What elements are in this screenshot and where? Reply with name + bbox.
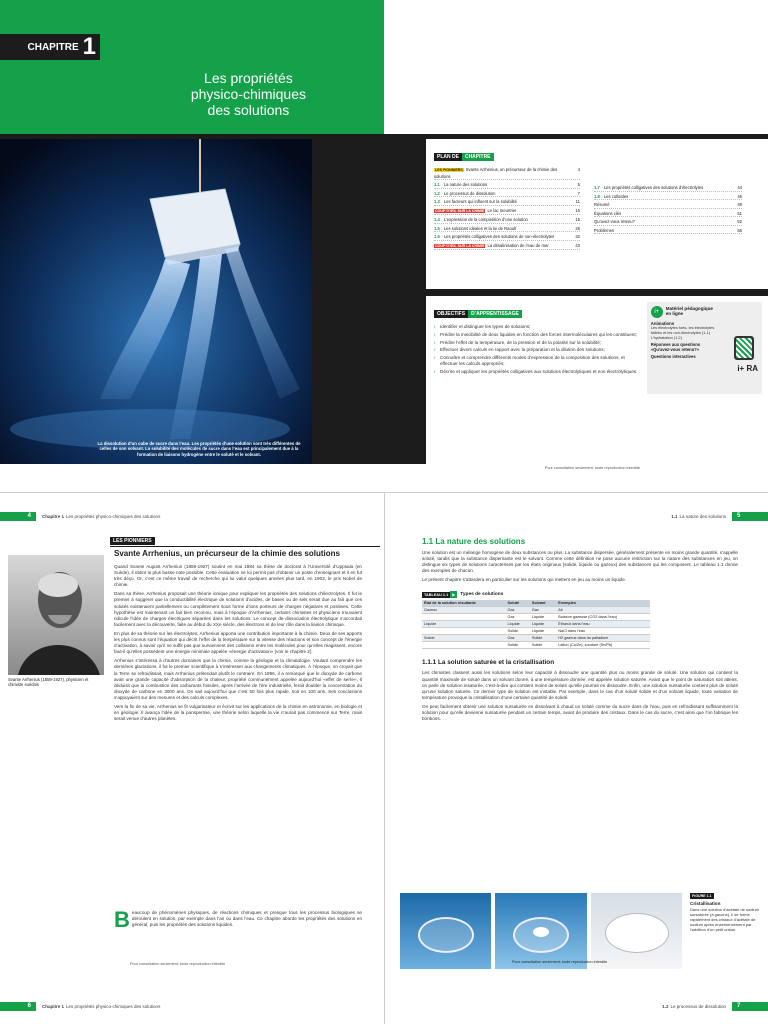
entry-page: 55 xyxy=(737,227,742,233)
pionniers-block xyxy=(8,537,380,725)
objectif-item: › Prédire l’effet de la température, de la pression et de la polarité sur la solubilité; xyxy=(434,340,639,346)
table-title: Types de solutions xyxy=(460,592,504,598)
plan-entry[interactable] xyxy=(594,219,742,226)
chapter-label-box xyxy=(0,34,100,60)
running-title: Les propriétés physico-chimiques des solutions xyxy=(66,1003,161,1009)
entry-text: Le processus de dissolution xyxy=(443,190,496,196)
page-5-header xyxy=(384,510,768,522)
pionniers-paragraph: Quand Svante August Arrhenius (1859-1927) soutint en mai 1884 sa thèse de doctorat à l’Université d’Uppsala (en Suède), il obtint la plus basse note possible. Cette évaluation ne lui permit pas d’obtenir un poste d’enseignant et il en fut très déçu. Or, c’est ce même travail de recherche qui lui valut quelques années plus tard, en 1903, le prix Nobel de chimie. xyxy=(114,564,362,588)
pionniers-paragraph: Vers la fin de sa vie, Arrhenius se fit vulgarisateur et écrivit sur les applications de la chimie en astronomie, en biologie et en géologie. Il avança l’idée de la panspermie, une théorie selon laquelle la vie n’aurait pas commencé sur Terre, mais serait venue d’autres planètes. xyxy=(114,703,362,722)
page-7-footer xyxy=(384,1000,768,1012)
plan-entry[interactable] xyxy=(434,191,580,198)
pionniers-paragraph: Arrhenius s’intéressa à d’autres domaines que la chimie, comme la géologie et la climatologie. Voulant comprendre les dernières glaciations, il fut le premier scientifique à s’intéresser aux changements climatiques. À l’époque, on croyait que la Terre se refroidissait, mais Arrhenius prétendait plutôt le contraire. En 1896, il a remarqué que le dioxyde de carbone avait une grande capacité d’absorption de la chaleur, propriété communément appelée aujourd’hui «effet de serre». Il déduisit que la combustion des carburants fossiles, après l’arrivée de l’ère industrielle, ferait doubler la concentration du dioxyde de carbone en 3000 ans. On sait aujourd’hui que c’est 50 fois plus rapide, soit en 100 ans. Ses conclusions s’appuyaient sur des mesures et des calculs complexes. xyxy=(114,658,362,700)
entry-text: Équations clés xyxy=(594,210,622,216)
entry-tag: COUP D’ŒIL SUR LA CHIMIE xyxy=(435,243,485,248)
objectifs-label-2: D’APPRENTISSAGE xyxy=(468,310,522,318)
figure-photo-2 xyxy=(495,893,586,969)
entry-text: Les colloïdes xyxy=(603,193,629,199)
chapter-title xyxy=(191,70,306,118)
plan-entry[interactable] xyxy=(434,199,580,206)
entry-text: Les facteurs qui influent sur la solubilité xyxy=(443,199,517,204)
running-section: 1.1 xyxy=(671,513,678,519)
entry-number: 1.2 xyxy=(434,190,440,196)
section-1-1-1-p2: On peut facilement obtenir une solution sursaturée en dissolvant à chaud un soluté comme du sucre dans de l’eau, puis en refroidissant suffisamment la solution pour qu’elle devienne sursaturée pendant un certain temps, avant de produire des cristaux. Dans le cas du sucre, c’est ainsi que l’on fabrique les bonbons. xyxy=(422,703,738,722)
plan-entry[interactable] xyxy=(434,208,580,216)
entry-page: 43 xyxy=(575,242,580,248)
plan-entry[interactable] xyxy=(594,211,742,218)
table-cell: Laiton (Cu/Zn), soudure (Sn/Pb) xyxy=(556,642,650,649)
table-header-cell: Exemples xyxy=(556,600,650,607)
plan-entry[interactable] xyxy=(434,217,580,224)
running-title: Le processus de dissolution xyxy=(670,1003,726,1009)
photo-caption-box xyxy=(96,441,302,457)
questions-link[interactable]: Questions interactives xyxy=(650,354,696,360)
objectif-item: › Connaître et comprendre différents modes d’expression de la composition des solutions, et effectuer les calculs appropriés; xyxy=(434,355,639,366)
table-1-1 xyxy=(422,591,650,649)
table-cell: H2 gazeux dans du palladium xyxy=(556,635,650,642)
table-cell: Gaz xyxy=(506,607,530,614)
page-number: 7 xyxy=(732,1002,768,1011)
pionniers-label: LES PIONNIERS xyxy=(110,537,155,545)
table-header-cell: État de la solution résultante xyxy=(422,600,506,607)
plan-entry[interactable] xyxy=(434,182,580,189)
entry-page: 52 xyxy=(737,219,742,224)
chapter-label: CHAPITRE xyxy=(27,41,79,53)
pionniers-text xyxy=(114,564,362,722)
table-row xyxy=(422,621,650,628)
entry-page: 4 xyxy=(577,167,580,172)
chapter-title-line: physico-chimiques xyxy=(190,86,306,102)
table-body xyxy=(422,607,650,649)
table-cell xyxy=(422,642,506,649)
entry-text: Svante Arrhenius, un précurseur de la chimie des solutions xyxy=(434,167,558,179)
table-cell: Boisson gazeuse (CO2 dans l’eau) xyxy=(556,614,650,621)
plan-entry[interactable] xyxy=(434,167,580,180)
section-1-1-1-heading: 1.1.1 La solution saturée et la cristallisation xyxy=(422,659,555,667)
table-row xyxy=(422,642,650,649)
running-title: La nature des solutions xyxy=(679,513,726,519)
table-cell: Solide xyxy=(506,628,530,635)
types-table xyxy=(422,600,650,649)
entry-page: 32 xyxy=(575,234,580,239)
table-cell: Liquide xyxy=(506,621,530,628)
table-cell xyxy=(422,628,506,635)
table-label: TABLEAU 1.1 xyxy=(424,592,449,597)
pionniers-title: Svante Arrhenius, un précurseur de la chimie des solutions xyxy=(114,549,340,558)
entry-number: 1.7 xyxy=(594,185,600,190)
table-row xyxy=(422,607,650,614)
table-cell: Gaz xyxy=(506,635,530,642)
photo-caption: La dissolution d’un cube de sucre dans l’eau. Les propriétés d’une solution sont très différentes de celles de son solvant. La solubilité des molécules de sucre dans l’eau est principalement due à la formation de liaisons hydrogène entre le soluté et le solvant. xyxy=(97,441,301,457)
objectif-item: › Décrire et appliquer les propriétés colligatives aux solutions électrolytiques et non électrolytiques. xyxy=(434,369,639,375)
entry-tag: COUP D’ŒIL SUR LA CHIMIE xyxy=(435,208,485,213)
objectifs-list xyxy=(434,324,639,374)
figure-1-1-photos xyxy=(400,893,682,969)
table-row xyxy=(422,628,650,635)
plan-entry[interactable] xyxy=(594,185,742,192)
plan-entry[interactable] xyxy=(434,243,580,251)
table-cell: Gazeux xyxy=(422,607,506,614)
sugar-cube-photo xyxy=(0,139,312,464)
anim-item[interactable]: Les électrolytes forts, les électrolytes faibles et les non-électrolytes (1.1) xyxy=(650,325,715,335)
page-6-footer xyxy=(0,1000,384,1012)
entry-number: 1.8 xyxy=(594,193,600,199)
objectif-item: › Identifier et distinguer les types de solutions; xyxy=(434,324,639,330)
page-5-content xyxy=(422,537,738,722)
entry-number: 1.3 xyxy=(434,199,440,204)
entry-text: Les solutions idéales et la loi de Raoult xyxy=(443,225,517,231)
table-cell: Gaz xyxy=(530,607,556,614)
section-1-1-1-p1: Les chimistes classent aussi les solutions selon leur capacité à dissoudre une quantité plus ou moins grande de soluté. Une solution qui contient la quantité maximale de soluté dans un solvant donné, à une température donnée, est appelée solution saturée. Avant que le point de saturation soit atteint, on parle de solution insaturée, c’est-à-dire qui contient moins de soluté qu’elle pourrait en dissoudre. Enfin, une solution sursaturée contient plus de soluté qu’une solution saturée. Ce dernier type de solution est instable. Par exemple, dans le cas d’un soluté solide et d’un solvant liquide, toute variation de température provoque la cristallisation d’une certaine quantité de soluté. xyxy=(422,670,738,700)
ra-badge[interactable]: i+ RA xyxy=(737,364,758,373)
page-number: 4 xyxy=(0,512,36,521)
running-chapter: Chapitre 1 xyxy=(42,513,65,519)
page-number: 5 xyxy=(732,512,768,521)
plan-entry[interactable] xyxy=(594,228,742,235)
entry-text: Les propriétés colligatives des solutions d’électrolytes xyxy=(603,185,704,190)
entry-text: La désalinisation de l’eau de mer xyxy=(487,242,549,248)
page-number: 6 xyxy=(0,1002,36,1011)
pionniers-paragraph: Dans sa thèse, Arrhenius proposait une théorie ionique pour expliquer les propriétés des solutions d’électrolytes. Il fut le premier à suggérer que la conductibilité électrique de solutions d’acides, de bases ou de sels serait due au fait que ces solutés existeraient partiellement ou complètement sous forme d’ions porteurs de charges négatives et positives. Cette hypothèse est maintenant un fait bien reconnu, mais à l’époque d’Arrhenius, certains chimistes et physiciens trouvaient ridicule l’idée de charges électriques séparées dans les solutions. Le concept de dissociation électrolytique s’accordait facilement avec la découverte, faite au début du XXe siècle, des électrons et de leur rôle dans la liaison chimique. xyxy=(114,591,362,627)
table-cell: Liquide xyxy=(422,621,506,628)
table-cell: Solide xyxy=(506,642,530,649)
entry-number: 1.5 xyxy=(434,225,440,231)
plan-label-1: PLAN DE xyxy=(434,153,462,161)
figure-1-1-caption xyxy=(690,893,764,932)
qr-code-icon[interactable] xyxy=(734,336,754,360)
table-arrow-icon: ▶ xyxy=(452,592,456,598)
table-cell xyxy=(422,614,506,621)
objectifs-apprentissage xyxy=(426,296,768,470)
anim-list xyxy=(651,326,721,340)
intro-dropcap: B xyxy=(114,907,130,932)
figure-photo-3 xyxy=(591,893,682,969)
entry-tag: LES PIONNIERS xyxy=(435,168,463,172)
figure-label: FIGURE 1.1 xyxy=(692,894,712,898)
table-cell: Liquide xyxy=(530,621,556,628)
objectif-item: › Prédire la miscibilité de deux liquides en fonction des forces intermoléculaires qui les constituent; xyxy=(434,332,639,338)
entry-text: Qu’avez-vous retenu? xyxy=(594,219,635,224)
entry-page: 26 xyxy=(575,225,580,231)
table-cell: Solide xyxy=(530,642,556,649)
section-1-1-p1: Une solution est un mélange homogène de deux substances ou plus. La substance dispersée, généralement présente en moins grande quantité, s’appelle soluté, tandis que la substance dispersante est le solvant. Comme cette définition ne pose aucune restriction sur la nature des substances en jeu, on distingue six types de solutions caractérisés par les états originaux (solide, liquide ou gazeux) des substances qui les composent. Le tableau 1.1 donne des exemples de chacun. xyxy=(422,550,738,574)
materiel-title: Matériel pédagogique en ligne xyxy=(665,306,713,317)
table-cell: Éthanol dans l’eau xyxy=(556,621,650,628)
entry-page: 11 xyxy=(575,199,580,204)
anim-item[interactable]: L’hydratation (1.2) xyxy=(650,334,682,340)
plan-right-column xyxy=(594,167,742,252)
portrait-photo xyxy=(8,555,104,675)
consult-note-p4: Pour consultation seulement; toute reproduction interdite xyxy=(130,962,226,966)
entry-number: 1.4 xyxy=(434,217,440,222)
running-chapter: Chapitre 1 xyxy=(42,1003,65,1009)
plan-label-2: CHAPITRE xyxy=(462,153,494,161)
sugar-cube-illustration xyxy=(0,139,312,464)
chapter-title-line: des solutions xyxy=(207,102,290,118)
table-cell: Liquide xyxy=(530,614,556,621)
consult-note-p5: Pour consultation seulement; toute reproduction interdite xyxy=(512,960,608,964)
objectif-item: › Effectuer divers calculs en rapport avec la préparation et la dilution des solutions; xyxy=(434,347,639,353)
entry-page: 49 xyxy=(737,202,742,207)
objectifs-header xyxy=(434,302,639,320)
online-icon: i+ xyxy=(651,306,663,318)
entry-page: 44 xyxy=(737,185,742,190)
table-cell: Air xyxy=(556,607,650,614)
top-right-blank xyxy=(384,0,768,134)
table-row xyxy=(422,614,650,621)
table-cell: Gaz xyxy=(506,614,530,621)
table-cell: Solide xyxy=(422,635,506,642)
plan-entry[interactable] xyxy=(434,226,580,233)
entry-number: 1.6 xyxy=(434,234,440,239)
materiel-box xyxy=(647,302,762,394)
entry-page: 15 xyxy=(575,217,580,222)
entry-text: Le lac meurtrier xyxy=(487,207,517,213)
entry-number: 1.1 xyxy=(434,182,440,187)
entry-page: 15 xyxy=(575,207,580,213)
portrait-caption: Svante Arrhenius (1859-1927), physicien et chimiste suédois xyxy=(8,677,89,687)
intro-text: eaucoup de phénomènes physiques, de réactions chimiques et presque tous les processus biologiques se déroulent en solution, par exemple dans l’air ou dans l’eau. Ce chapitre aborde les propriétés des solutions en général, puis les propriétés des solutions liquides. xyxy=(131,910,362,928)
consult-note-p3: Pour consultation seulement; toute reproduction interdite xyxy=(544,466,640,470)
page-divider-vertical xyxy=(384,492,385,1024)
entry-text: Problèmes xyxy=(594,227,615,233)
table-cell: Solide xyxy=(530,635,556,642)
running-title: Les propriétés physico-chimiques des solutions xyxy=(66,513,161,519)
section-1-1-heading: 1.1 La nature des solutions xyxy=(422,537,526,546)
running-section: 1.2 xyxy=(662,1003,669,1009)
figure-photo-1 xyxy=(400,893,491,969)
objectifs-label-1: OBJECTIFS xyxy=(434,310,468,318)
plan-left-column xyxy=(434,167,580,252)
chapter-opener-panel xyxy=(0,0,384,134)
plan-de-chapitre xyxy=(426,139,768,289)
plan-entry[interactable] xyxy=(594,202,742,209)
table-cell: Liquide xyxy=(530,628,556,635)
chapter-intro xyxy=(114,907,362,932)
entry-text: L’expression de la composition d’une solution xyxy=(443,217,528,222)
entry-text: La nature des solutions xyxy=(443,182,488,187)
pionniers-paragraph: En plus de sa théorie sur les électrolytes, Arrhenius apporta une contribution importante à la chimie. Deux de ses apports les plus connus sont l’équation qui décrit l’effet de la température sur la vitesse des réactions et son concept de l’énergie d’activation, à savoir qu’il ne suffit pas que surviennent des collisions entre les molécules pour qu’elles réagissent, encore faut-il qu’elles possèdent une énergie minimale appelée «énergie d’activation» (voir le chapitre 2). xyxy=(114,630,362,655)
table-header-cell: Solvant xyxy=(530,600,556,607)
anim-title: Animations xyxy=(650,321,675,326)
plan-entry[interactable] xyxy=(594,194,742,201)
table-header-cell: Soluté xyxy=(506,600,530,607)
table-cell: NaCl dans l’eau xyxy=(556,628,650,635)
figure-title: Cristallisation xyxy=(690,901,721,906)
entry-text: Les propriétés colligatives des solutions de non-électrolytes xyxy=(443,234,555,239)
chapter-number: 1 xyxy=(82,33,96,60)
reponses-link[interactable]: Réponses aux questions «Qu’avez-vous retenu?» xyxy=(650,342,701,353)
chapter-title-line: Les propriétés xyxy=(204,70,293,86)
table-row xyxy=(422,635,650,642)
arrhenius-portrait xyxy=(8,555,104,675)
section-1-1-p2: Le présent chapitre s’attardera en particulier sur les solutions qui mettent en jeu au moins un liquide. xyxy=(422,577,627,583)
entry-page: 7 xyxy=(577,190,580,196)
plan-entry[interactable] xyxy=(434,234,580,241)
entry-text: Résumé xyxy=(594,202,610,207)
figure-text: Dans une solution d’acétate de sodium sursaturée (à gauche), il se forme rapidement des cristaux d’acétate de sodium après ensemencement par l’addition d’un petit cristal. xyxy=(690,907,759,932)
entry-page: 46 xyxy=(737,193,742,199)
page-4-header xyxy=(0,510,384,522)
pionniers-header xyxy=(110,537,380,547)
plan-header xyxy=(434,145,760,163)
entry-page: 5 xyxy=(577,182,580,187)
entry-page: 51 xyxy=(737,210,742,216)
